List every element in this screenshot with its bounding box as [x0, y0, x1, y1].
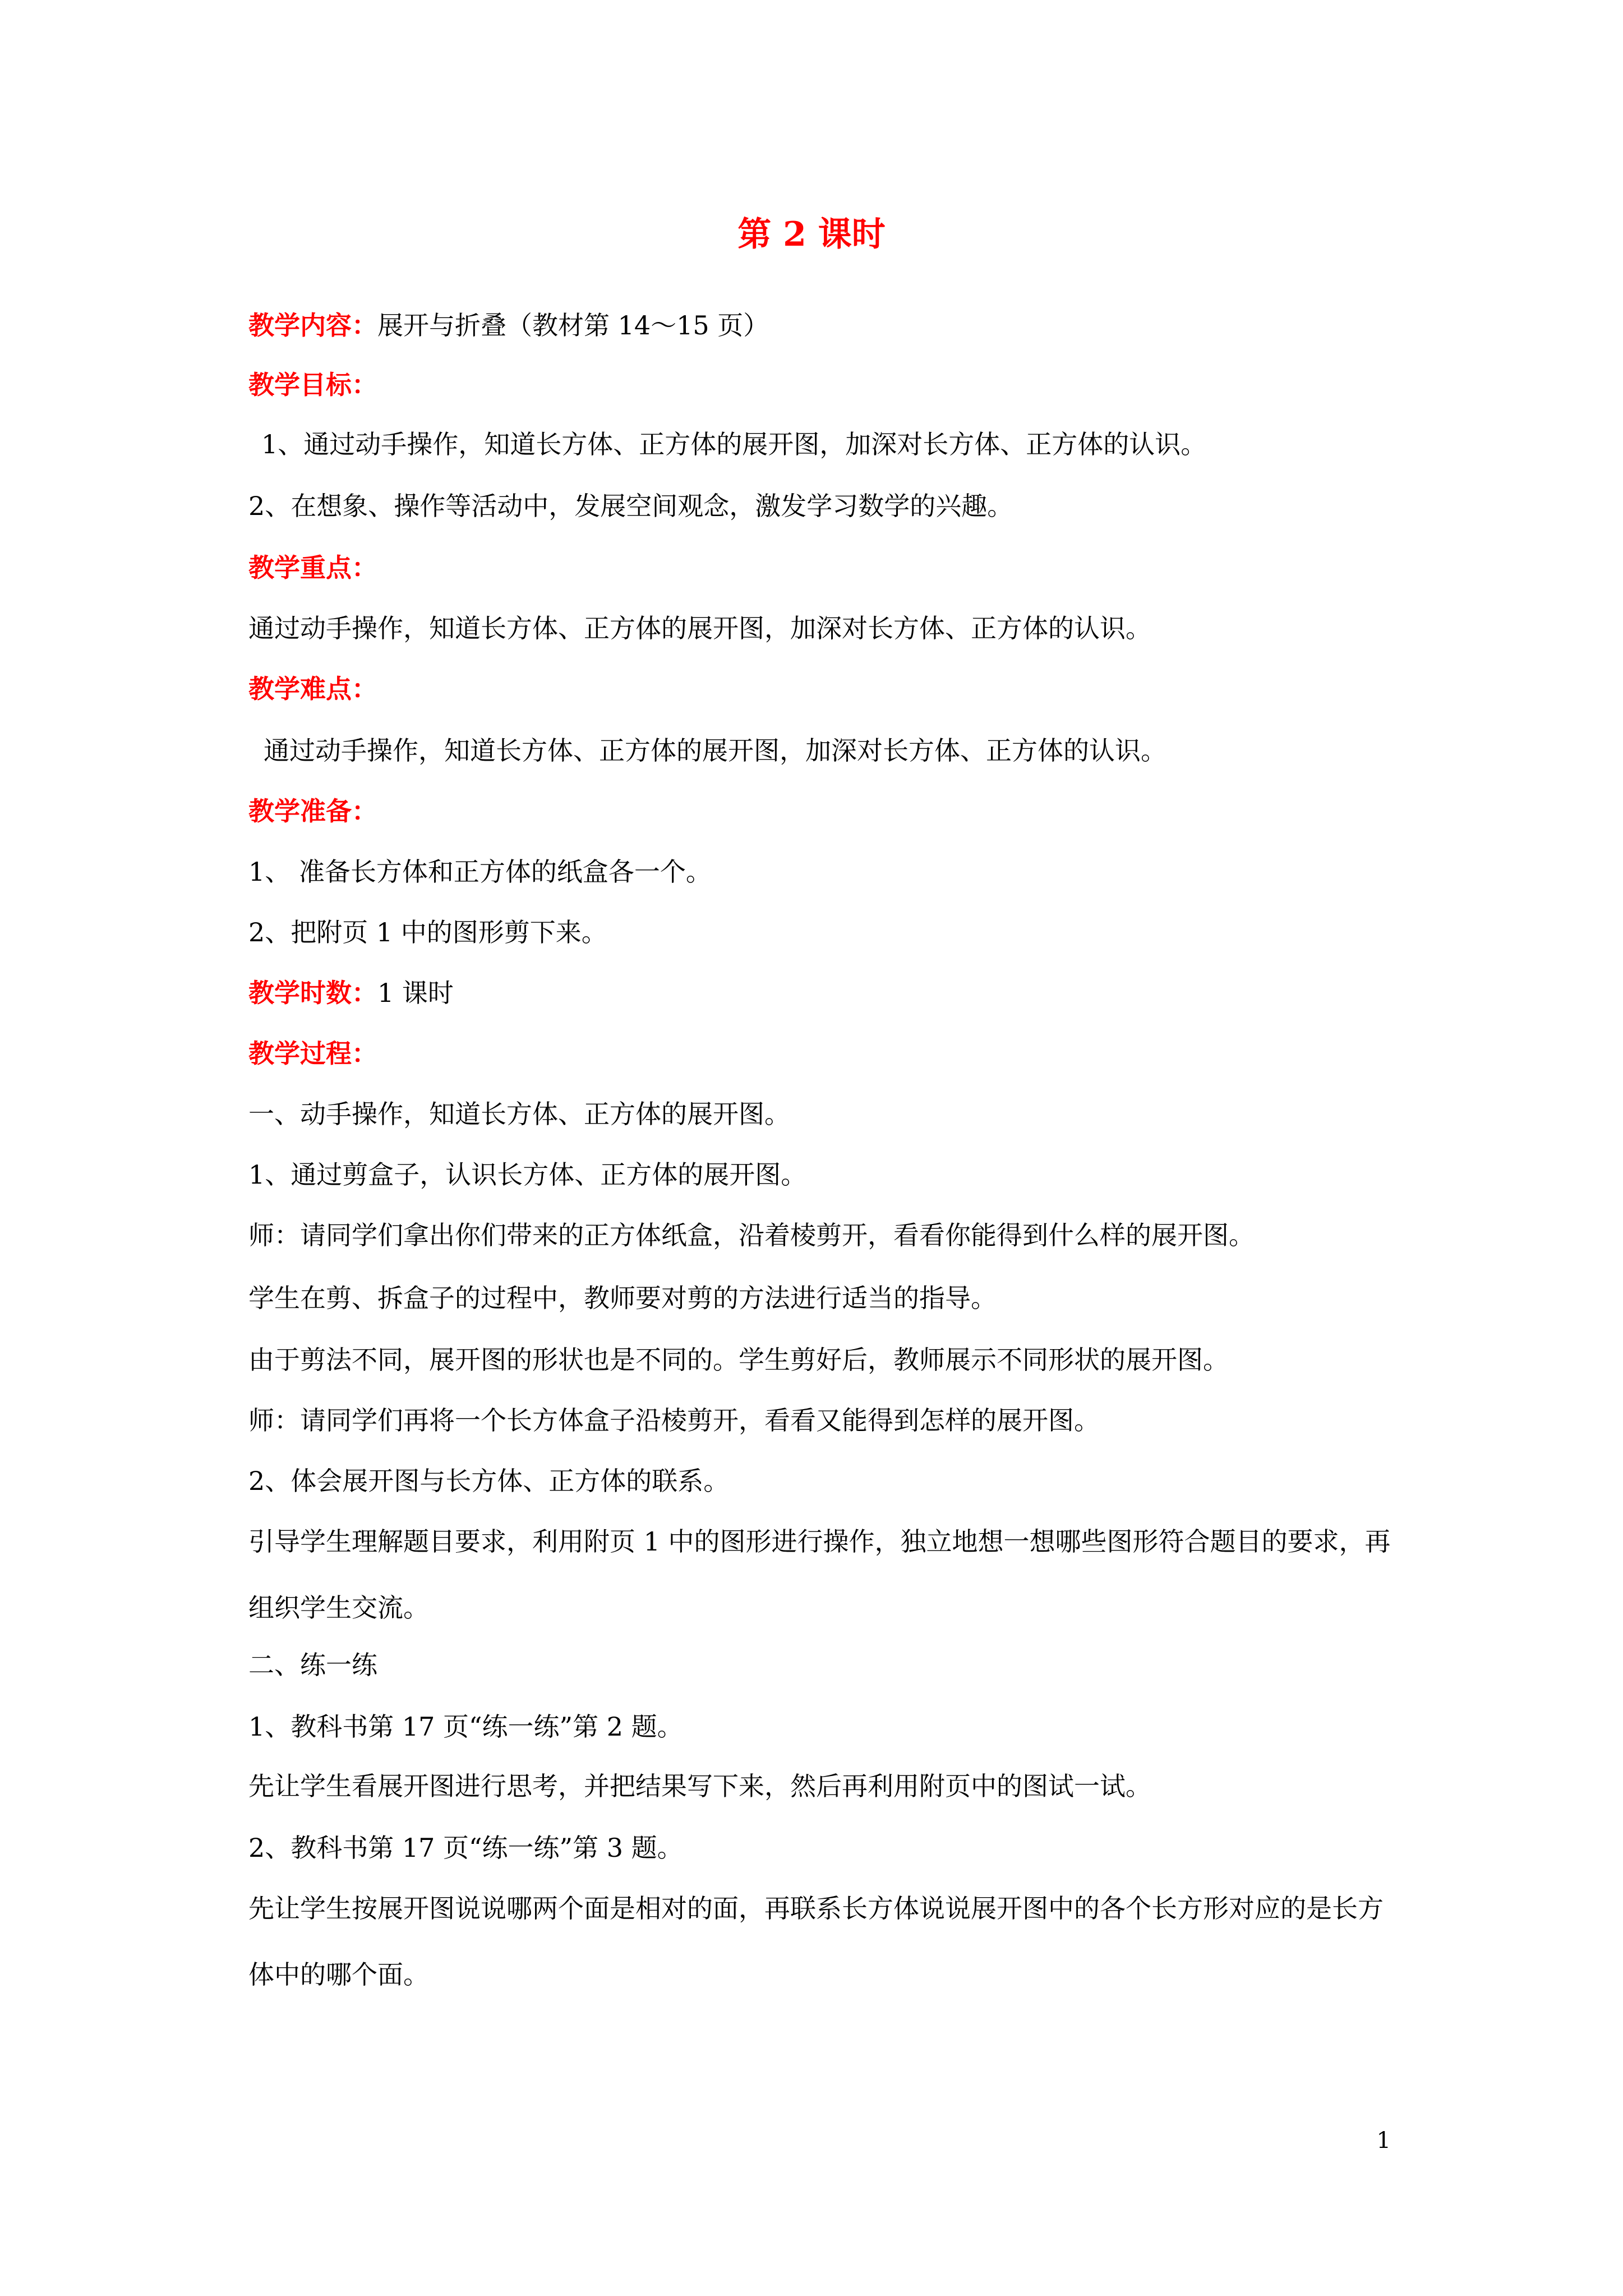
difficulties-text: 通过动手操作，知道长方体、正方体的展开图，加深对长方体、正方体的认识。	[264, 735, 1166, 766]
key-points-heading	[248, 550, 1393, 586]
process-line-9: 二、练一练	[248, 1650, 377, 1680]
process-line-4: 学生在剪、拆盒子的过程中，教师要对剪的方法进行适当的指导。	[248, 1283, 997, 1313]
preparation-label: 教学准备：	[248, 796, 377, 826]
process-line-10: 1、教科书第 17 页“练一练”第 2 题。	[248, 1711, 683, 1742]
teaching-hours-text: 1 课时	[377, 978, 454, 1008]
process-line-8: 引导学生理解题目要求，利用附页 1 中的图形进行操作，独立地想一想哪些图形符合题目的要求，再组织学生交流。	[248, 1526, 1391, 1623]
objective-item-2: 2、在想象、操作等活动中，发展空间观念，激发学习数学的兴趣。	[248, 491, 1013, 521]
teaching-objectives-heading	[248, 367, 1393, 403]
difficulties-heading	[248, 671, 1393, 707]
preparation-item-2: 2、把附页 1 中的图形剪下来。	[248, 917, 607, 947]
teaching-hours	[248, 975, 1393, 1011]
difficulties-label: 教学难点：	[248, 674, 377, 704]
preparation-item-1: 1、 准备长方体和正方体的纸盒各一个。	[248, 857, 712, 887]
teaching-content-label: 教学内容：	[248, 310, 377, 341]
process-line-12: 2、教科书第 17 页“练一练”第 3 题。	[248, 1833, 683, 1863]
process-label: 教学过程：	[248, 1038, 377, 1069]
process-line-11: 先让学生看展开图进行思考，并把结果写下来，然后再利用附页中的图试一试。	[248, 1771, 1151, 1801]
teaching-objectives-label: 教学目标：	[248, 370, 377, 400]
process-heading	[248, 1036, 1393, 1071]
key-points-label: 教学重点：	[248, 553, 377, 583]
teaching-hours-label: 教学时数：	[248, 978, 377, 1008]
teaching-content	[248, 307, 1393, 343]
page-number: 1	[1376, 2128, 1391, 2154]
process-line-7: 2、体会展开图与长方体、正方体的联系。	[248, 1466, 730, 1496]
teaching-content-text: 展开与折叠（教材第 14～15 页）	[377, 310, 769, 341]
process-line-2: 1、通过剪盒子，认识长方体、正方体的展开图。	[248, 1159, 807, 1190]
process-line-6: 师：请同学们再将一个长方体盒子沿棱剪开，看看又能得到怎样的展开图。	[248, 1405, 1100, 1435]
key-points-text: 通过动手操作，知道长方体、正方体的展开图，加深对长方体、正方体的认识。	[248, 613, 1151, 643]
process-line-13: 先让学生按展开图说说哪两个面是相对的面，再联系长方体说说展开图中的各个长方形对应的是长方体中的哪个面。	[248, 1893, 1384, 1990]
process-line-3: 师：请同学们拿出你们带来的正方体纸盒，沿着棱剪开，看看你能得到什么样的展开图。	[248, 1220, 1255, 1250]
preparation-heading	[248, 793, 1393, 829]
process-line-1: 一、动手操作，知道长方体、正方体的展开图。	[248, 1099, 790, 1129]
page-title: 第 2 课时	[737, 215, 886, 254]
objective-item-1: 1、通过动手操作，知道长方体、正方体的展开图，加深对长方体、正方体的认识。	[261, 429, 1207, 459]
process-line-5: 由于剪法不同，展开图的形状也是不同的。学生剪好后，教师展示不同形状的展开图。	[248, 1345, 1229, 1375]
